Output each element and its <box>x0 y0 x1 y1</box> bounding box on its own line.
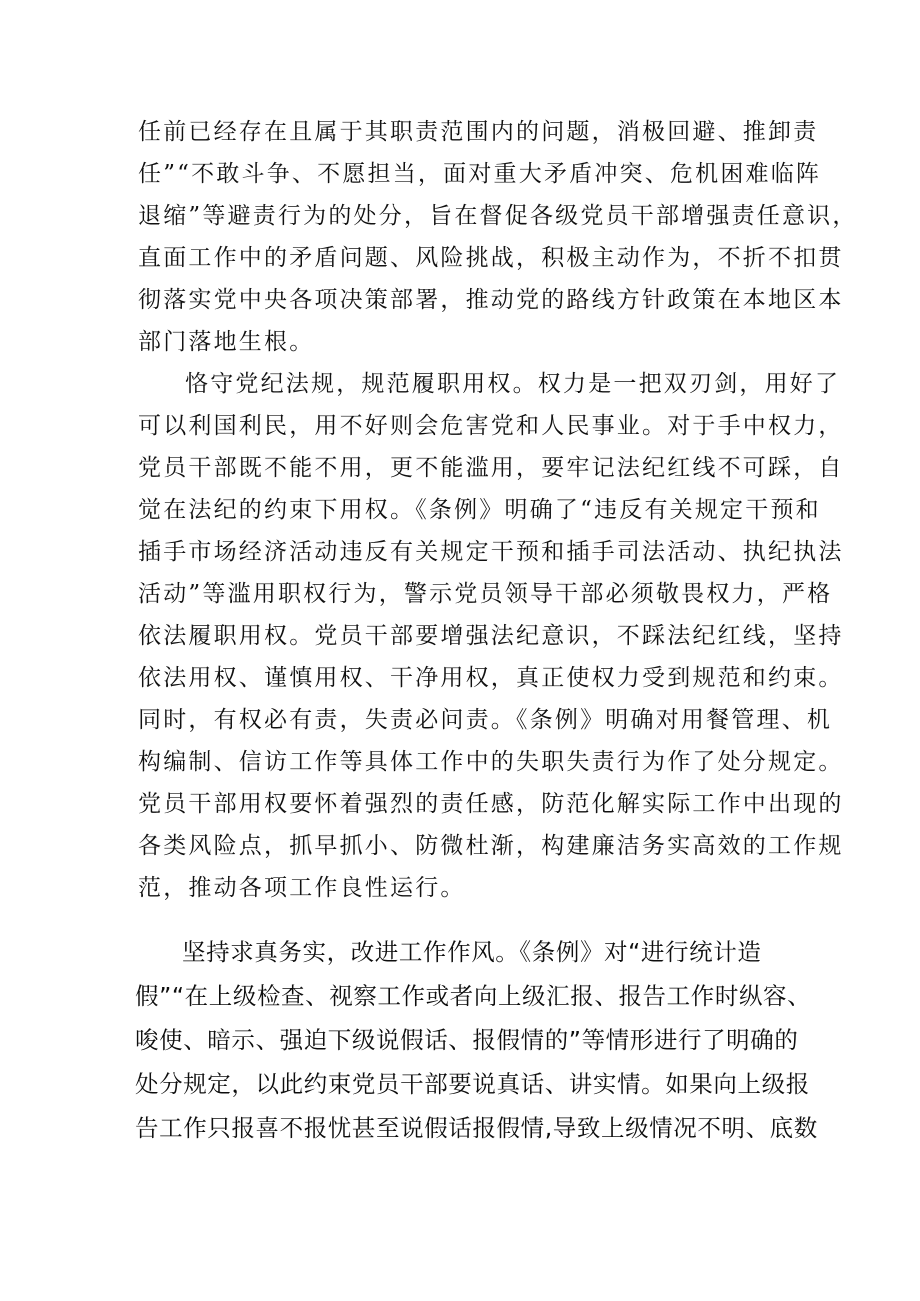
paragraph-3-line-3: 唆使、暗示、强迫下级说假话、报假情的”等情形进行了明确的 <box>135 1026 799 1054</box>
paragraph-2-line-4: 觉在法纪的约束下用权。《条例》明确了“违反有关规定干预和 <box>138 497 821 523</box>
paragraph-2-line-1: 恪守党纪法规，规范履职用权。权力是一把双刃剑，用好了 <box>185 371 841 397</box>
text-line-6: 部门落地生根。 <box>138 329 315 355</box>
paragraph-2-line-7: 依法履职用权。党员干部要增强法纪意识，不踩法纪红线，坚持 <box>138 623 844 649</box>
paragraph-2-line-13: 范，推动各项工作良性运行。 <box>138 875 466 901</box>
paragraph-2-line-8: 依法用权、谨慎用权、干净用权，真正使权力受到规范和约束。 <box>138 665 844 691</box>
text-line-3: 退缩”等避责行为的处分，旨在督促各级党员干部增强责任意识， <box>138 203 858 229</box>
paragraph-2-line-12: 各类风险点，抓早抓小、防微杜渐，构建廉洁务实高效的工作规 <box>138 833 844 859</box>
paragraph-3-line-5: 告工作只报喜不报忧甚至说假话报假情,导致上级情况不明、底数 <box>135 1114 818 1142</box>
text-line-5: 彻落实党中央各项决策部署，推动党的路线方针政策在本地区本 <box>138 287 844 313</box>
paragraph-2-line-10: 构编制、信访工作等具体工作中的失职失责行为作了处分规定。 <box>138 749 844 775</box>
paragraph-2-line-2: 可以利国利民，用不好则会危害党和人民事业。对于手中权力， <box>138 413 844 439</box>
text-line-2: 任”“不敢斗争、不愿担当，面对重大矛盾冲突、危机困难临阵 <box>138 161 822 187</box>
paragraph-3-line-2: 假”“在上级检查、视察工作或者向上级汇报、报告工作时纵容、 <box>135 982 812 1010</box>
paragraph-2-line-11: 党员干部用权要怀着强烈的责任感，防范化解实际工作中出现的 <box>138 791 844 817</box>
paragraph-2-line-3: 党员干部既不能不用，更不能滥用，要牢记法纪红线不可踩，自 <box>138 455 844 481</box>
paragraph-2-line-5: 插手市场经济活动违反有关规定干预和插手司法活动、执纪执法 <box>138 539 844 565</box>
paragraph-3-line-4: 处分规定，以此约束党员干部要说真话、讲实情。如果向上级报 <box>135 1070 810 1098</box>
paragraph-3-line-1: 坚持求真务实，改进工作作风。《条例》对“进行统计造 <box>182 938 762 966</box>
text-line-4: 直面工作中的矛盾问题、风险挑战，积极主动作为，不折不扣贯 <box>138 245 844 271</box>
paragraph-2-line-9: 同时，有权必有责，失责必问责。《条例》明确对用餐管理、机 <box>138 707 833 733</box>
text-line-1: 任前已经存在且属于其职责范围内的问题，消极回避、推卸责 <box>138 119 819 145</box>
paragraph-2-line-6: 活动”等滥用职权行为，警示党员领导干部必须敬畏权力，严格 <box>138 581 833 607</box>
